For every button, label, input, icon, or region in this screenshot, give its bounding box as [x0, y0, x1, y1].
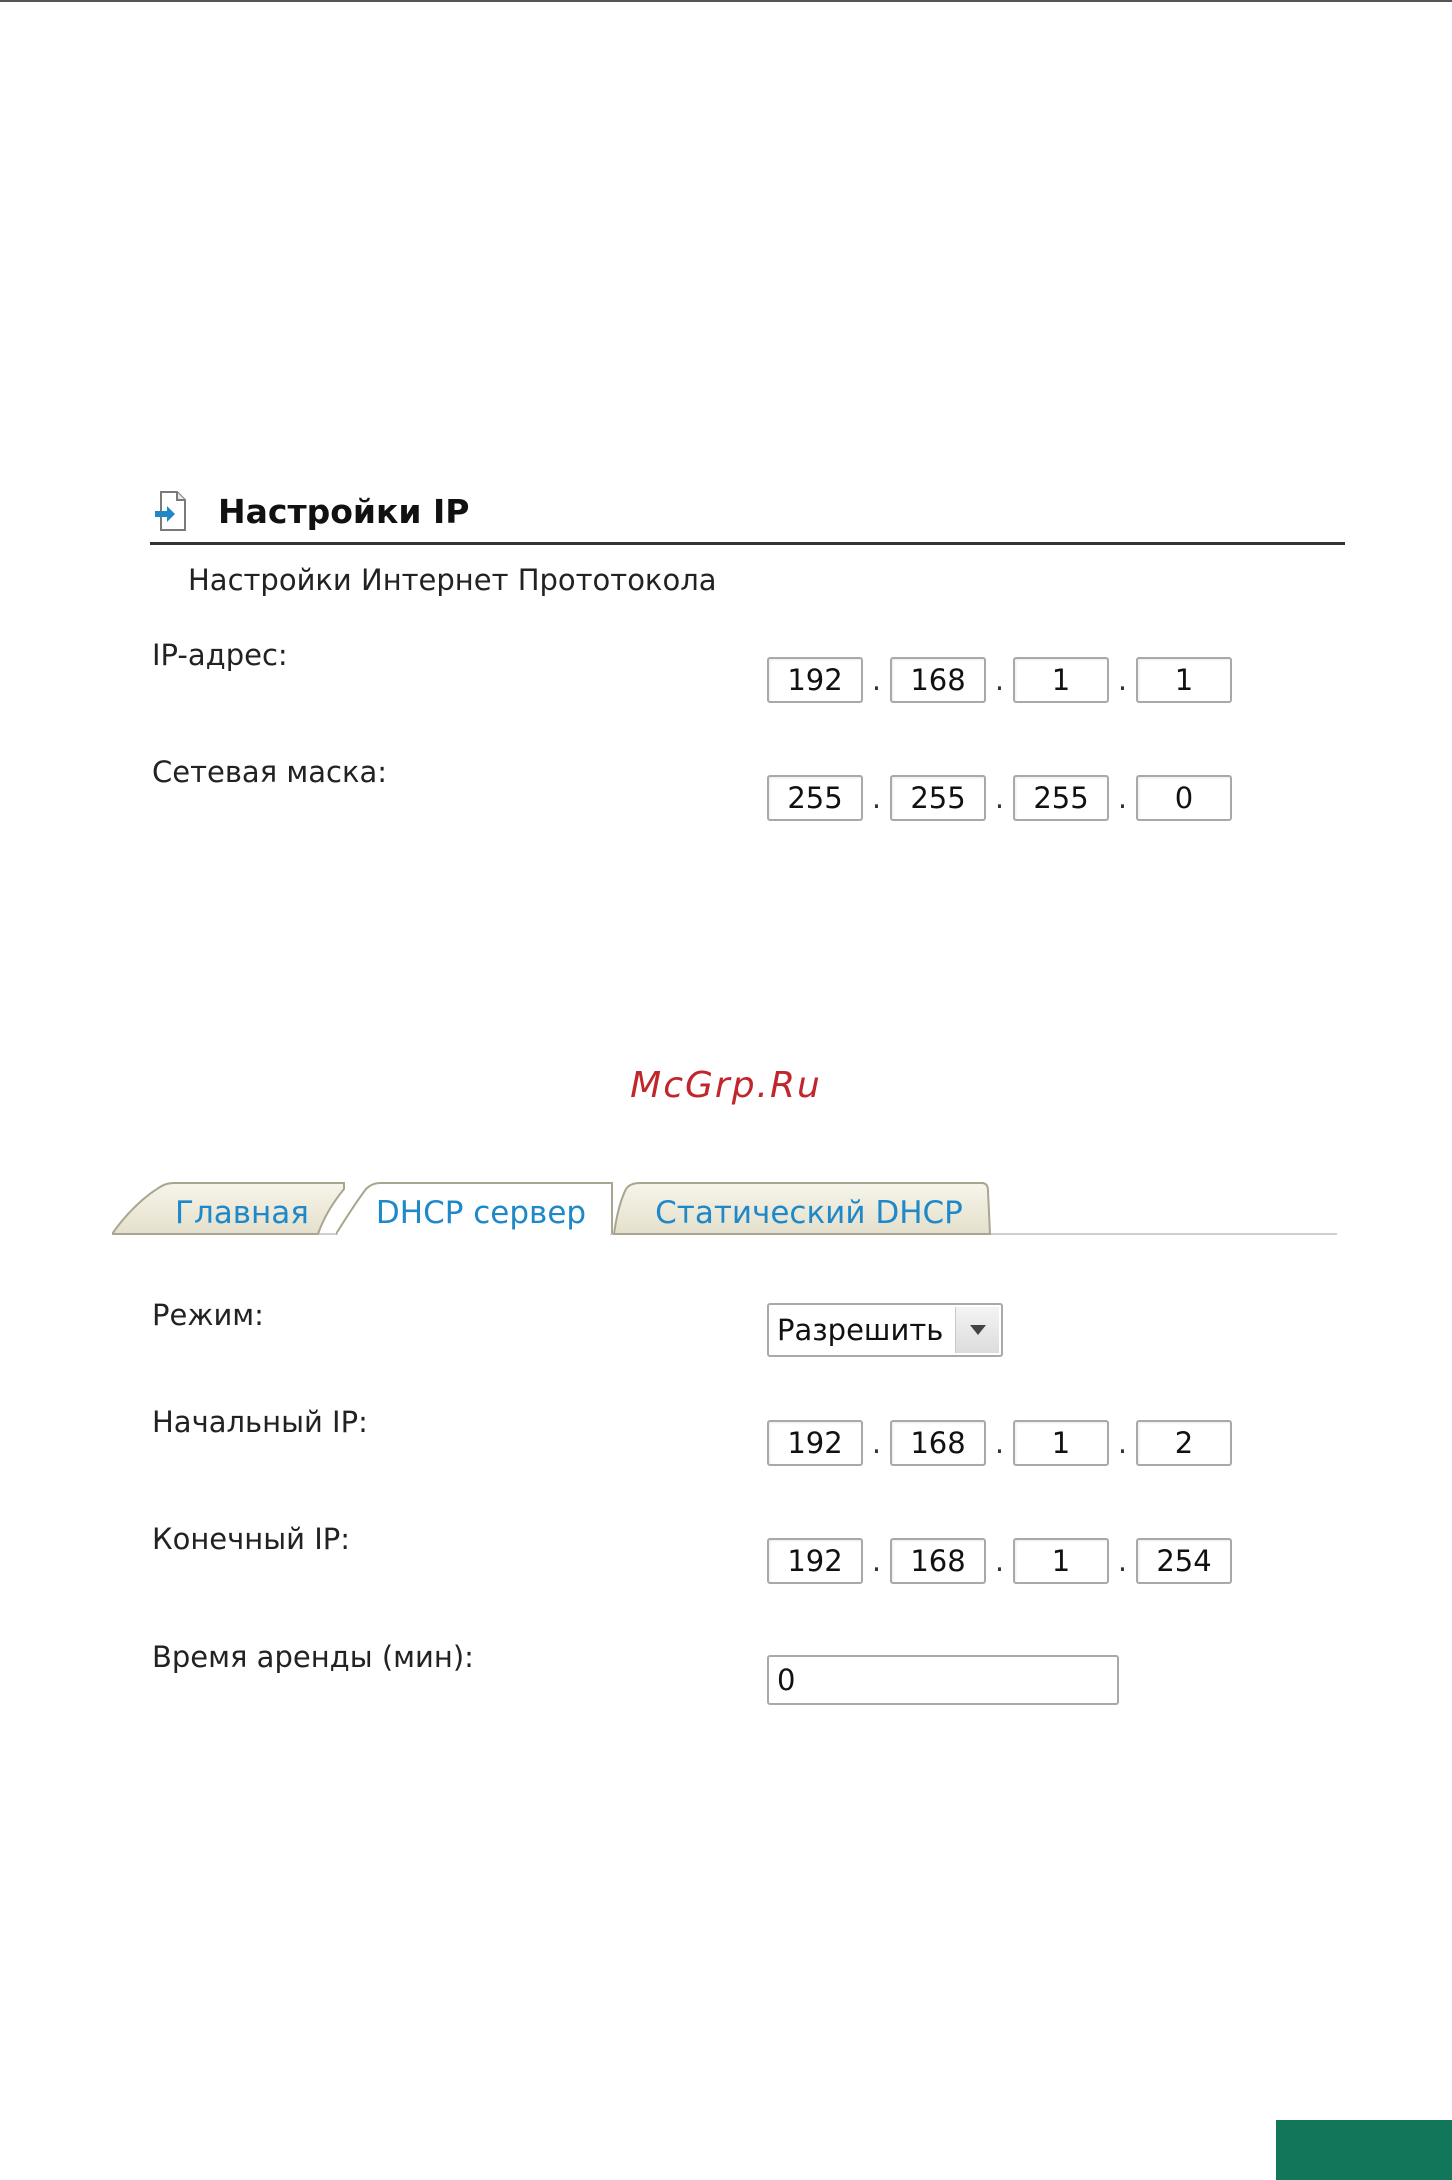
end-ip-octet-4[interactable]: 254	[1136, 1538, 1232, 1584]
octet-separator: .	[994, 663, 1005, 697]
ip-address-octet-2[interactable]: 168	[890, 657, 986, 703]
start-ip-octet-3[interactable]: 1	[1013, 1420, 1109, 1466]
octet-separator: .	[871, 1544, 882, 1578]
tab-dhcp-server-label: DHCP сервер	[375, 1195, 587, 1231]
octet-separator: .	[994, 1426, 1005, 1460]
lease-time-input[interactable]: 0	[767, 1655, 1119, 1705]
end-ip-field	[767, 1536, 1232, 1586]
mode-label: Режим:	[152, 1298, 264, 1332]
ip-address-field	[767, 655, 1232, 705]
netmask-octet-1[interactable]: 255	[767, 775, 863, 821]
octet-separator: .	[1117, 663, 1128, 697]
netmask-octet-4[interactable]: 0	[1136, 775, 1232, 821]
end-ip-octet-3[interactable]: 1	[1013, 1538, 1109, 1584]
footer-page-tab	[1276, 2120, 1452, 2180]
chevron-down-icon	[968, 1324, 988, 1336]
ip-address-octet-1[interactable]: 192	[767, 657, 863, 703]
mode-select[interactable]	[767, 1303, 1003, 1357]
ip-address-octet-3[interactable]: 1	[1013, 657, 1109, 703]
end-ip-octet-1[interactable]: 192	[767, 1538, 863, 1584]
start-ip-octet-1[interactable]: 192	[767, 1420, 863, 1466]
octet-separator: .	[1117, 781, 1128, 815]
end-ip-label: Конечный IP:	[152, 1522, 351, 1556]
page-title: Настройки IP	[218, 492, 470, 531]
ip-settings-header	[150, 490, 1345, 545]
netmask-octet-2[interactable]: 255	[890, 775, 986, 821]
select-dropdown-button[interactable]	[955, 1307, 999, 1353]
tab-main[interactable]	[112, 1181, 348, 1235]
octet-separator: .	[871, 663, 882, 697]
top-rule	[0, 0, 1452, 2]
start-ip-label: Начальный IP:	[152, 1405, 368, 1439]
start-ip-field	[767, 1418, 1232, 1468]
lease-time-label: Время аренды (мин):	[152, 1640, 474, 1674]
tab-static-dhcp-label: Статический DHCP	[655, 1195, 963, 1231]
netmask-label: Сетевая маска:	[152, 755, 388, 789]
octet-separator: .	[871, 781, 882, 815]
tab-dhcp-server[interactable]	[336, 1181, 616, 1235]
document-arrow-icon	[153, 490, 187, 532]
watermark: McGrp.Ru	[630, 1065, 822, 1106]
octet-separator: .	[1117, 1544, 1128, 1578]
section-subtitle: Настройки Интернет Прототокола	[188, 563, 717, 597]
end-ip-octet-2[interactable]: 168	[890, 1538, 986, 1584]
netmask-octet-3[interactable]: 255	[1013, 775, 1109, 821]
octet-separator: .	[871, 1426, 882, 1460]
octet-separator: .	[994, 781, 1005, 815]
octet-separator: .	[994, 1544, 1005, 1578]
netmask-field	[767, 773, 1232, 823]
tab-static-dhcp[interactable]	[612, 1181, 992, 1235]
octet-separator: .	[1117, 1426, 1128, 1460]
tab-main-label: Главная	[175, 1195, 309, 1231]
ip-address-octet-4[interactable]: 1	[1136, 657, 1232, 703]
start-ip-octet-2[interactable]: 168	[890, 1420, 986, 1466]
mode-select-value: Разрешить	[777, 1313, 944, 1347]
start-ip-octet-4[interactable]: 2	[1136, 1420, 1232, 1466]
ip-address-label: IP-адрес:	[152, 638, 288, 672]
